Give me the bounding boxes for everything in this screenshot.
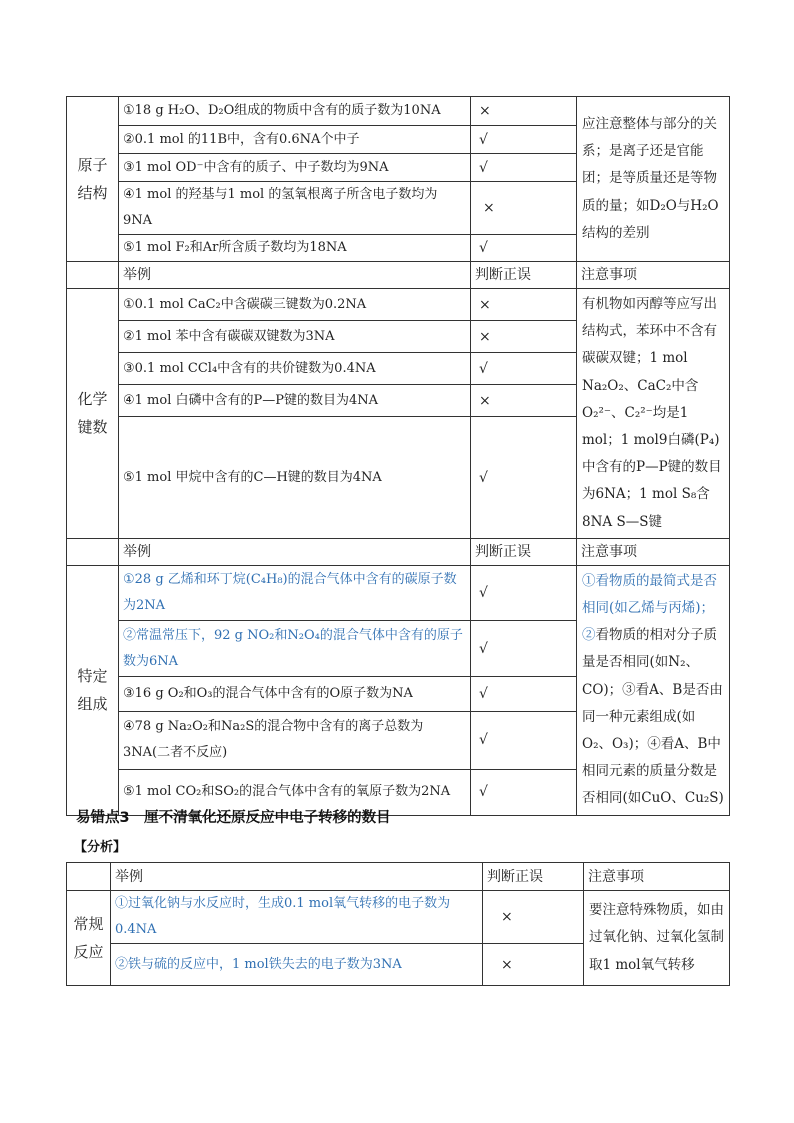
example-cell: ②0.1 mol 的11B中，含有0.6NA个中子 bbox=[119, 126, 471, 154]
category-bond: 化学键数 bbox=[67, 289, 119, 539]
header-example: 举例 bbox=[119, 262, 471, 289]
blank-cell bbox=[67, 262, 119, 289]
header-note: 注意事项 bbox=[584, 863, 730, 891]
judge-cell: √ bbox=[471, 353, 577, 385]
header-example: 举例 bbox=[111, 863, 483, 891]
example-cell: ⑤1 mol 甲烷中含有的C—H键的数目为4NA bbox=[119, 417, 471, 539]
example-cell: ④78 g Na₂O₂和Na₂S的混合物中含有的离子总数为3NA(二者不反应) bbox=[119, 711, 471, 769]
blank-cell bbox=[67, 863, 111, 891]
header-judge: 判断正误 bbox=[471, 262, 577, 289]
example-cell: ①18 g H₂O、D₂O组成的物质中含有的质子数为10NA bbox=[119, 97, 471, 126]
judge-cell: √ bbox=[471, 235, 577, 262]
judge-cell: √ bbox=[471, 417, 577, 539]
blank-cell bbox=[67, 538, 119, 565]
judge-cell: × bbox=[483, 891, 584, 944]
section-title: 易错点3 厘不清氧化还原反应中电子转移的数目 bbox=[76, 810, 391, 826]
judge-cell: × bbox=[471, 321, 577, 353]
note-bond: 有机物如丙醇等应写出结构式，苯环中不含有碳碳双键；1 mol Na₂O₂、CaC₂中含O₂²⁻、C₂²⁻均是1 mol；1 mol9白磷(P₄)中含有的P—P键的数目为6NA；1 mol S₈含8NA S—S键 bbox=[577, 289, 730, 539]
example-cell: ③1 mol OD⁻中含有的质子、中子数均为9NA bbox=[119, 154, 471, 182]
example-cell: ④1 mol 的羟基与1 mol 的氢氧根离子所含电子数均为9NA bbox=[119, 182, 471, 235]
header-judge: 判断正误 bbox=[471, 538, 577, 565]
electron-transfer-table bbox=[66, 862, 730, 986]
judge-cell: √ bbox=[471, 565, 577, 620]
judge-cell: × bbox=[471, 289, 577, 321]
category-reaction: 常规反应 bbox=[67, 891, 111, 986]
judge-cell: √ bbox=[471, 154, 577, 182]
note-atomic: 应注意整体与部分的关系；是离子还是官能团；是等质量还是等物质的量；如D₂O与H₂O结构的差别 bbox=[577, 97, 730, 262]
judge-cell: √ bbox=[471, 769, 577, 815]
example-cell: ③0.1 mol CCl₄中含有的共价键数为0.4NA bbox=[119, 353, 471, 385]
example-cell: ②常温常压下，92 g NO₂和N₂O₄的混合气体中含有的原子数为6NA bbox=[119, 620, 471, 676]
example-cell: ④1 mol 白磷中含有的P—P键的数目为4NA bbox=[119, 385, 471, 417]
example-cell: ⑤1 mol CO₂和SO₂的混合气体中含有的氧原子数为2NA bbox=[119, 769, 471, 815]
category-atomic: 原子结构 bbox=[67, 97, 119, 262]
example-cell: ①0.1 mol CaC₂中含碳碳三键数为0.2NA bbox=[119, 289, 471, 321]
note-rest-part: 看物质的相对分子质量是否相同(如N₂、CO)；③看A、B是否由同一种元素组成(如O₂、O₃)；④看A、B中相同元素的质量分数是否相同(如CuO、Cu₂S) bbox=[582, 627, 724, 807]
analysis-label: 【分析】 bbox=[74, 840, 127, 855]
header-note: 注意事项 bbox=[577, 262, 730, 289]
example-cell: ①28 g 乙烯和环丁烷(C₄H₈)的混合气体中含有的碳原子数为2NA bbox=[119, 565, 471, 620]
example-cell: ②铁与硫的反应中，1 mol铁失去的电子数为3NA bbox=[111, 944, 483, 986]
header-judge: 判断正误 bbox=[483, 863, 584, 891]
judge-cell: × bbox=[483, 944, 584, 986]
note-composition bbox=[577, 565, 730, 815]
note-reaction: 要注意特殊物质，如由过氧化钠、过氧化氢制取1 mol氧气转移 bbox=[584, 891, 730, 986]
judge-cell: √ bbox=[471, 677, 577, 711]
example-cell: ②1 mol 苯中含有碳碳双键数为3NA bbox=[119, 321, 471, 353]
example-cell: ①过氧化钠与水反应时，生成0.1 mol氧气转移的电子数为0.4NA bbox=[111, 891, 483, 944]
header-note: 注意事项 bbox=[577, 538, 730, 565]
judge-cell: √ bbox=[471, 620, 577, 676]
judge-cell: √ bbox=[471, 711, 577, 769]
category-composition: 特定组成 bbox=[67, 565, 119, 815]
example-cell: ③16 g O₂和O₃的混合气体中含有的O原子数为NA bbox=[119, 677, 471, 711]
main-table bbox=[66, 96, 730, 816]
judge-cell: × bbox=[471, 97, 577, 126]
judge-cell: √ bbox=[471, 126, 577, 154]
judge-cell: × bbox=[471, 182, 577, 235]
note-blue-part: ①看物质的最简式是否相同(如乙烯与丙烯)；② bbox=[582, 572, 717, 644]
judge-cell: × bbox=[471, 385, 577, 417]
example-cell: ⑤1 mol F₂和Ar所含质子数均为18NA bbox=[119, 235, 471, 262]
header-example: 举例 bbox=[119, 538, 471, 565]
